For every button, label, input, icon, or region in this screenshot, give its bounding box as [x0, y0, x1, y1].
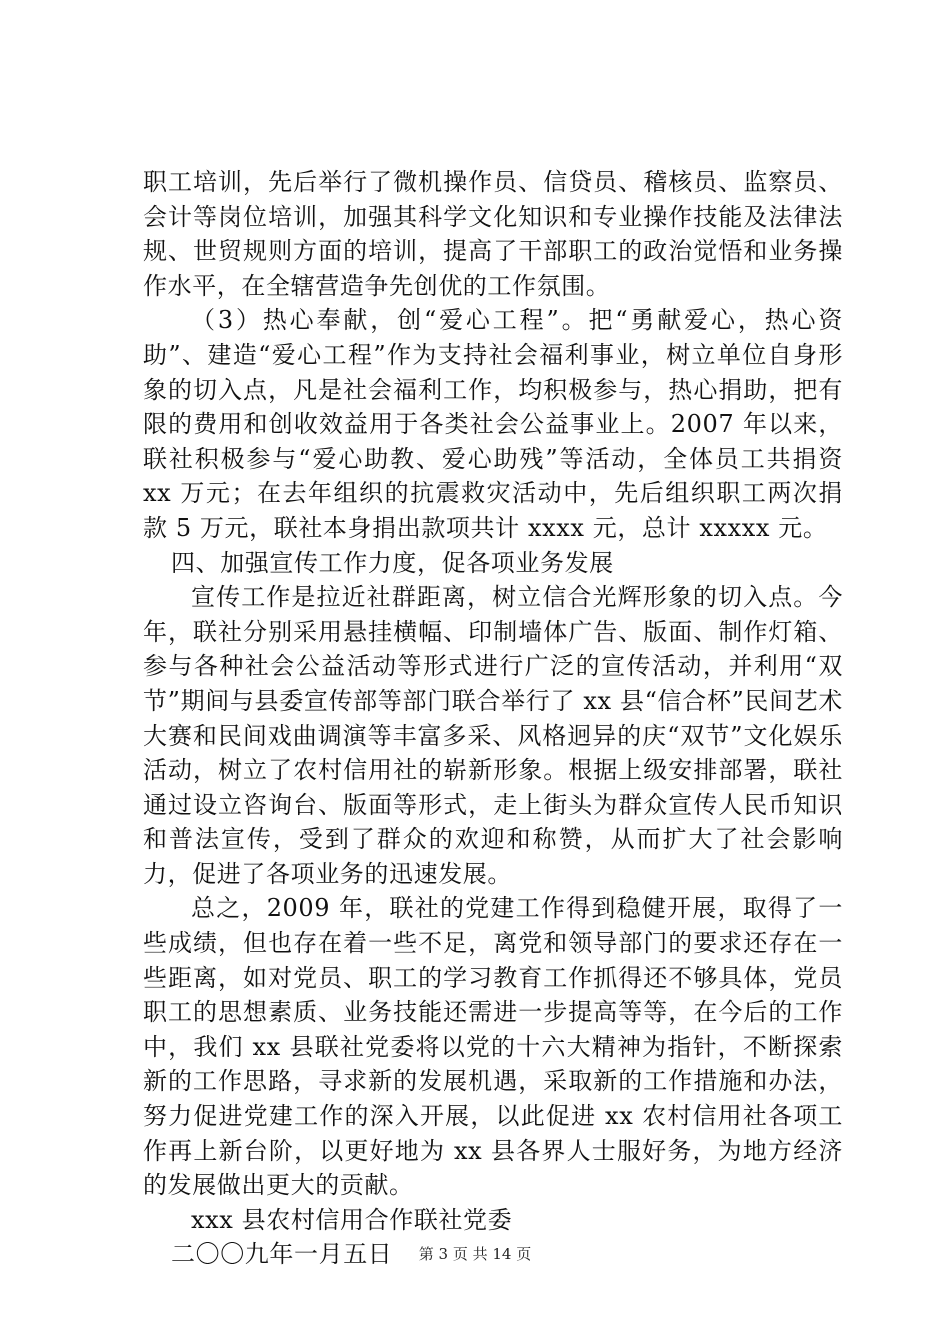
paragraph-staff-training: 职工培训，先后举行了微机操作员、信贷员、稽核员、监察员、会计等岗位培训，加强其科学文化知识和专业操作技能及法律法规、世贸规则方面的培训，提高了干部职工的政治觉悟和业务操作水平，在全辖营造争先创优的工作氛围。	[143, 168, 843, 300]
page-footer: 第 3 页 共 14 页	[418, 1245, 532, 1263]
signature-date: 二〇〇九年一月五日	[171, 1240, 393, 1269]
signature-organization: xxx 县农村信用合作联社党委	[191, 1205, 513, 1234]
paragraph-summary: 总之，2009 年，联社的党建工作得到稳健开展，取得了一些成绩，但也存在着一些不足，离党和领导部门的要求还存在一些距离，如对党员、职工的学习教育工作抓得还不够具体，党员职工的思想素质、业务技能还需进一步提高等等，在今后的工作中，我们 xx 县联社党委将以党的十六大精神为指针，不断探索新的工作思路，寻求新的发展机遇，采取新的工作措施和办法，努力促进党建工作的深入开展，以此促进 xx 农村信用社各项工作再上新台阶，以更好地为 xx 县各界人士服好务，为地方经济的发展做出更大的贡献。	[143, 894, 843, 1200]
section-heading-publicity: 四、加强宣传工作力度，促各项业务发展	[171, 548, 614, 577]
document-body	[143, 165, 843, 1272]
paragraph-publicity: 宣传工作是拉近社群距离，树立信合光辉形象的切入点。今年，联社分别采用悬挂横幅、印制墙体广告、版面、制作灯箱、参与各种社会公益活动等形式进行广泛的宣传活动，并利用“双节”期间与县委宣传部等部门联合举行了 xx 县“信合杯”民间艺术大赛和民间戏曲调演等丰富多采、风格迥异的庆“双节”文化娱乐活动，树立了农村信用社的崭新形象。根据上级安排部署，联社通过设立咨询台、版面等形式，走上街头为群众宣传人民币知识和普法宣传，受到了群众的欢迎和称赞，从而扩大了社会影响力，促进了各项业务的迅速发展。	[143, 583, 843, 888]
paragraph-love-project: （3）热心奉献，创“爱心工程”。把“勇献爱心，热心资助”、建造“爱心工程”作为支持社会福利事业，树立单位自身形象的切入点，凡是社会福利工作，均积极参与，热心捐助，把有限的费用和创收效益用于各类社会公益事业上。2007 年以来，联社积极参与“爱心助教、爱心助残”等活动，全体员工共捐资 xx 万元；在去年组织的抗震救灾活动中，先后组织职工两次捐款 5 万元，联社本身捐出款项共计 xxxx 元，总计 xxxxx 元。	[143, 306, 843, 542]
